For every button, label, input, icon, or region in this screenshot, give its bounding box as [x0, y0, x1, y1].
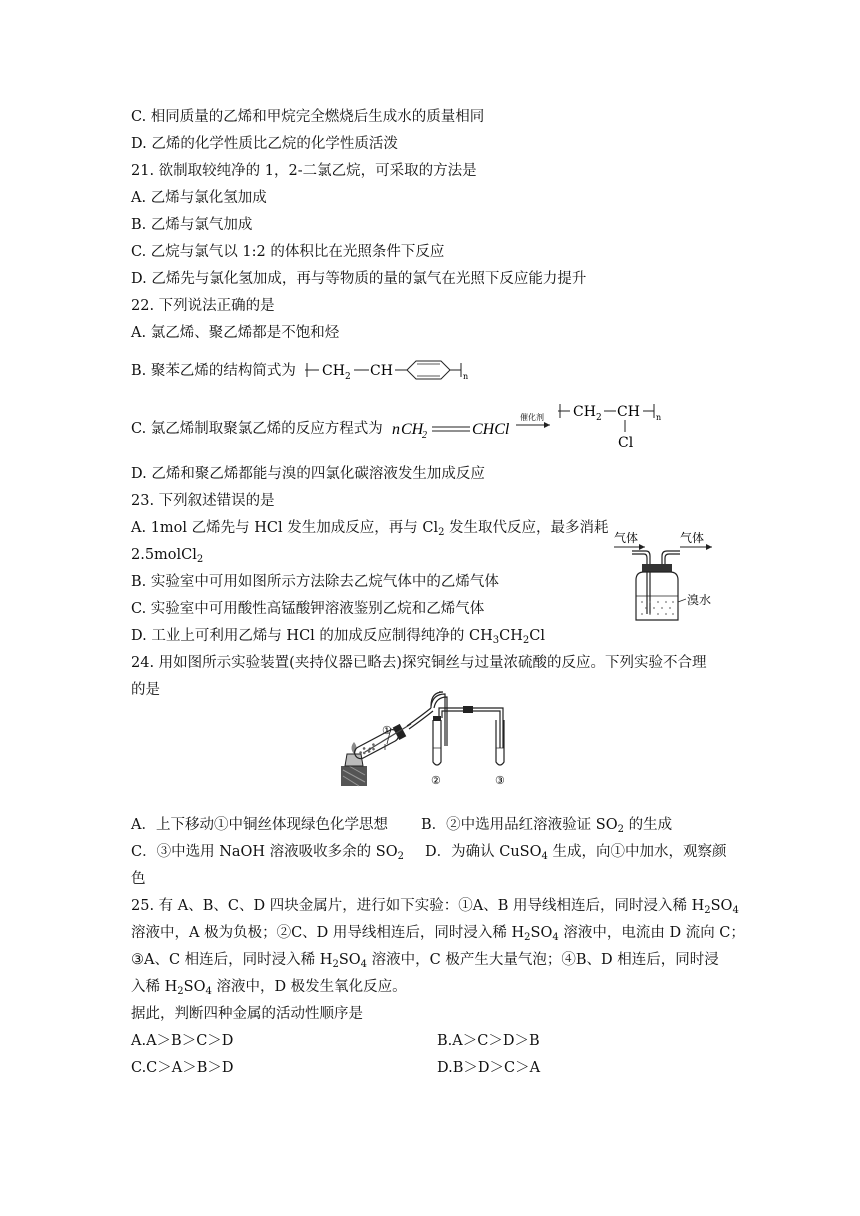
q23-a-line2-text: 2.5molCl — [131, 547, 197, 563]
q25-l2-part3: 溶液中，电流由 D 流向 C； — [558, 925, 745, 941]
formula-ch2-sub: 2 — [345, 372, 351, 382]
eq-rhs-cl: Cl — [618, 435, 634, 451]
q25-l3-part1: ③A、C 相连后，同时浸入稀 H — [131, 952, 333, 968]
q25-l1-part1: 25. 有 A、B、C、D 四块金属片，进行如下实验：①A、B 用导线相连后，同时浸入稀 H — [131, 898, 705, 914]
wash-bottle-figure — [612, 528, 724, 624]
q24-option-c — [131, 842, 404, 862]
q21-option-d: D. 乙烯先与氯化氢加成，再与等物质的量的氯气在光照下反应能力提升 — [131, 271, 587, 287]
q22-option-c — [131, 419, 383, 439]
q24-option-d — [425, 842, 726, 862]
q20-option-d: D. 乙烯的化学性质比乙烷的化学性质活泼 — [131, 136, 398, 152]
q23-option-c: C. 实验室中可用酸性高锰酸钾溶液鉴别乙烷和乙烯气体 — [131, 601, 485, 617]
eq-rhs-ch: CH — [617, 404, 640, 420]
copper-sulfuric-apparatus — [333, 686, 523, 790]
q25-line4 — [131, 977, 407, 997]
q23-option-b: B. 实验室中可用如图所示方法除去乙烷气体中的乙烯气体 — [131, 574, 499, 590]
q23-stem: 23. 下列叙述错误的是 — [131, 493, 275, 509]
q25-l1-sub1: 2 — [704, 905, 711, 916]
bromine-water-label: 溴水 — [687, 593, 712, 607]
q25-l4-part2: SO — [183, 979, 206, 995]
formula-ch2: CH — [322, 363, 345, 379]
pvc-equation — [392, 400, 677, 452]
q22-stem: 22. 下列说法正确的是 — [131, 298, 275, 314]
eq-rhs-n: n — [656, 413, 662, 422]
q22-option-c-text: C. 氯乙烯制取聚氯乙烯的反应方程式为 — [131, 421, 383, 437]
formula-n: n — [463, 372, 469, 381]
q25-l4-part1: 入稀 H — [131, 979, 178, 995]
q24-stem-line2: 的是 — [131, 682, 160, 698]
q25-l1-sub2: 4 — [732, 905, 739, 916]
eq-ch2: CH — [401, 421, 424, 438]
q25-option-b: B.A＞C＞D＞B — [437, 1033, 540, 1049]
q22-option-a: A. 氯乙烯、聚乙烯都是不饱和烃 — [131, 325, 340, 341]
eq-ch2-sub: 2 — [422, 430, 427, 441]
q23-d-sub2: 2 — [522, 635, 530, 646]
formula-ch: CH — [370, 363, 393, 379]
q25-l4-sub1: 2 — [177, 986, 184, 997]
q23-d-part1: D. 工业上可利用乙烯与 HCl 的加成反应制得纯净的 CH — [131, 628, 493, 644]
q24-c-text: C．③中选用 NaOH 溶液吸收多余的 SO — [131, 844, 398, 860]
q25-line3 — [131, 950, 719, 970]
q23-a-line2-sub: 2 — [196, 554, 204, 565]
q24-option-d-wrap: 色 — [131, 871, 146, 887]
q23-a-part1: A. 1mol 乙烯先与 HCl 发生加成反应，再与 Cl — [131, 520, 439, 536]
q25-l3-sub1: 2 — [332, 959, 339, 970]
label-2: ② — [431, 774, 441, 787]
q25-option-c: C.C＞A＞B＞D — [131, 1060, 234, 1076]
q24-option-b — [421, 815, 672, 835]
q22-option-b — [131, 361, 296, 381]
q23-d-sub1: 3 — [492, 635, 500, 646]
eq-rhs-ch2-sub: 2 — [596, 413, 602, 423]
q23-a-part2: 发生取代反应，最多消耗 — [444, 520, 609, 536]
q22-option-d: D. 乙烯和聚乙烯都能与溴的四氯化碳溶液发生加成反应 — [131, 466, 485, 482]
q24-d-part1: D．为确认 CuSO — [425, 844, 542, 860]
q23-d-part3: Cl — [529, 628, 546, 644]
q25-l3-part3: 溶液中，C 极产生大量气泡；④B、D 相连后，同时浸 — [367, 952, 719, 968]
q24-b-part2: 的生成 — [623, 817, 673, 833]
gas-in-label: 气体 — [614, 531, 639, 545]
q25-l3-part2: SO — [338, 952, 361, 968]
q25-line5: 据此，判断四种金属的活动性顺序是 — [131, 1006, 363, 1022]
q25-option-a: A.A＞B＞C＞D — [131, 1033, 234, 1049]
q24-b-sub: 2 — [617, 824, 624, 835]
q25-l4-part3: 溶液中，D 极发生氧化反应。 — [211, 979, 407, 995]
q25-line2 — [131, 923, 745, 943]
q23-a-sub: 2 — [438, 527, 445, 538]
q25-option-d: D.B＞D＞C＞A — [437, 1060, 541, 1076]
label-3: ③ — [495, 774, 505, 787]
q21-stem: 21. 欲制取较纯净的 1，2-二氯乙烷，可采取的方法是 — [131, 163, 477, 179]
q25-l2-part2: SO — [530, 925, 553, 941]
q21-option-b: B. 乙烯与氯气加成 — [131, 217, 253, 233]
q22-option-b-text: B. 聚苯乙烯的结构简式为 — [131, 363, 296, 379]
q24-option-a: A．上下移动①中铜丝体现绿色化学思想 — [131, 817, 388, 833]
q25-l2-part1: 溶液中，A 极为负极；②C、D 用导线相连后，同时浸入稀 H — [131, 925, 525, 941]
q23-option-d — [131, 626, 545, 646]
q21-option-a: A. 乙烯与氯化氢加成 — [131, 190, 267, 206]
gas-out-label: 气体 — [680, 531, 705, 545]
eq-catalyst: 催化剂 — [520, 413, 544, 422]
q24-stem-line1: 24. 用如图所示实验装置(夹持仪器已略去)探究铜丝与过量浓硫酸的反应。下列实验不合理 — [131, 655, 707, 671]
q23-option-a-line1 — [131, 518, 609, 538]
q25-l1-part2: SO — [710, 898, 733, 914]
q21-option-c: C. 乙烷与氯气以 1:2 的体积比在光照条件下反应 — [131, 244, 445, 260]
q24-d-part2: 生成，向①中加水，观察颜 — [547, 844, 727, 860]
eq-chcl: CHCl — [472, 421, 510, 438]
q25-l2-sub1: 2 — [524, 932, 531, 943]
q25-line1 — [131, 896, 739, 916]
q23-d-part2: CH — [499, 628, 523, 644]
polystyrene-formula — [303, 356, 475, 386]
label-1: ① — [382, 724, 392, 737]
q25-l4-sub2: 4 — [205, 986, 212, 997]
q24-d-sub: 4 — [541, 851, 548, 862]
q25-l2-sub2: 4 — [552, 932, 559, 943]
eq-n: n — [392, 421, 400, 438]
q23-option-a-line2 — [131, 545, 203, 565]
q24-c-sub: 2 — [397, 851, 404, 862]
q25-l3-sub2: 4 — [360, 959, 368, 970]
q24-b-part1: B．②中选用品红溶液验证 SO — [421, 817, 618, 833]
eq-rhs-ch2: CH — [573, 404, 596, 420]
q20-option-c: C. 相同质量的乙烯和甲烷完全燃烧后生成水的质量相同 — [131, 109, 485, 125]
